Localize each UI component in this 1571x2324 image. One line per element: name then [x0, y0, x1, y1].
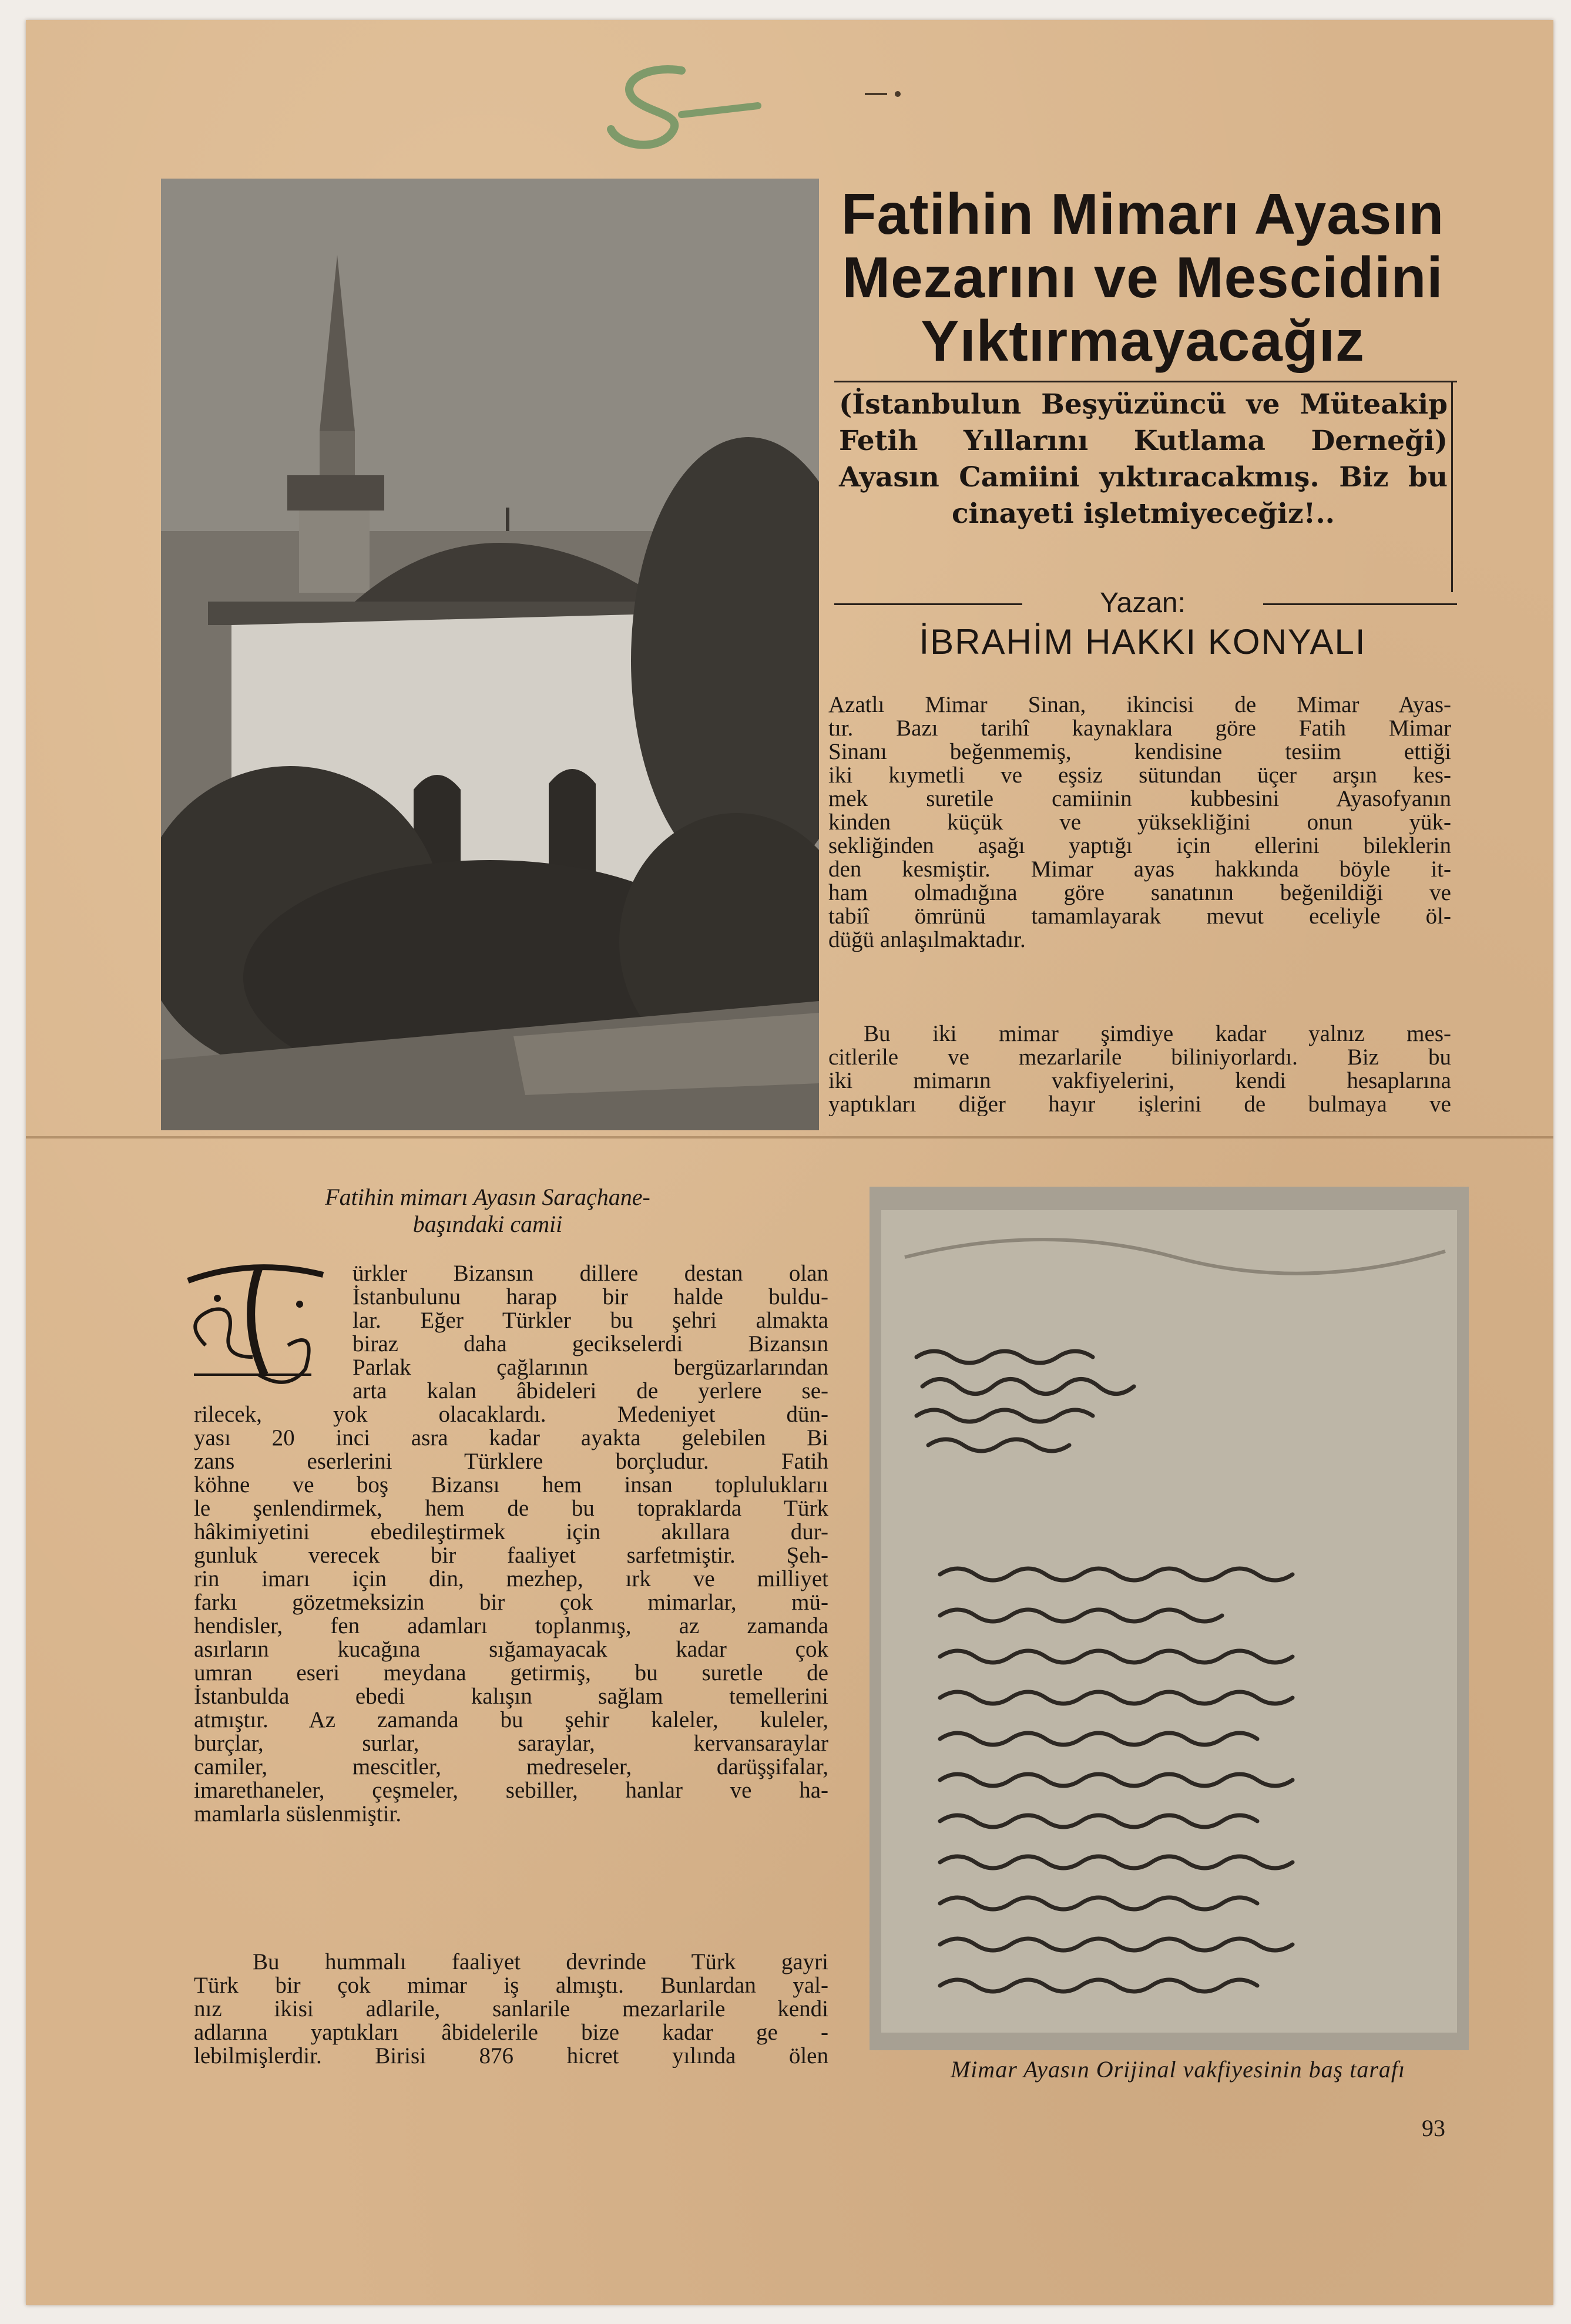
article-left-paragraph-2	[194, 1950, 828, 2068]
author-name: İBRAHİM HAKKI KONYALI	[919, 622, 1367, 661]
text-line: kinden küçük ve yüksekliğini onun yük-	[828, 810, 1451, 835]
text-line: adlarına yaptıkları âbidelerile bize kadar ge -	[194, 2020, 828, 2045]
text-line: camiler, mescitler, medreseler, darüşşifalar,	[194, 1754, 828, 1779]
text-line: iki kıymetli ve eşsiz sütundan üçer arşın kes-	[828, 763, 1451, 788]
text-line: arta kalan âbideleri de yerlere se-	[353, 1378, 828, 1403]
text-line: biraz daha gecikselerdi Bizansın	[353, 1331, 828, 1356]
subhead: (İstanbulun Beşyüzüncü ve Müteakip Fetih Yıllarını Kutlama Derneği) Ayasın Camiini yıktıracakmış. Biz bu cinayeti işletmiyeceğiz!..	[839, 388, 1448, 530]
headline	[823, 182, 1463, 372]
ornamental-dropcap-t	[170, 1257, 335, 1398]
article-left-paragraph-1	[194, 1403, 828, 1826]
text-line: nız ikisi adlarile, sanlarile mezarlarile kendi	[194, 1996, 828, 2021]
text-line: yaptıkları diğer hayır işlerini de bulmaya ve	[828, 1092, 1451, 1116]
text-line: düğü anlaşılmaktadır.	[828, 927, 1026, 952]
text-line: atmıştır. Az zamanda bu şehir kaleler, kuleler,	[194, 1707, 828, 1732]
text-line: zans eserlerini Türklere borçludur. Fatih	[194, 1449, 828, 1474]
byline-label: Yazan:	[1100, 587, 1186, 619]
text-line: rin imarı için din, mezhep, ırk ve milliyet	[194, 1566, 828, 1591]
text-line: citlerile ve mezarlarile biliniyorlardı. Biz bu	[828, 1045, 1451, 1070]
text-line: ürkler Bizansın dillere destan olan	[353, 1262, 828, 1286]
text-line: mek suretile camiinin kubbesini Ayasofyanın	[828, 786, 1451, 811]
text-line: Azatlı Mimar Sinan, ikincisi de Mimar Ayas-	[828, 693, 1451, 717]
text-line: mamlarla süslenmiştir.	[194, 1801, 402, 1826]
text-line: hâkimiyetini ebedileştirmek için akıllara dur-	[194, 1519, 828, 1544]
headline-line-1: Fatihin Mimarı Ayasın	[841, 182, 1445, 246]
text-line: umran eseri meydana getirmiş, bu suretle de	[194, 1660, 828, 1685]
photo-caption-line-2: başındaki camii	[412, 1211, 563, 1237]
text-line: farkı gözetmeksizin bir çok mimarlar, mü-	[194, 1590, 828, 1615]
text-line: imarethaneler, çeşmeler, sebiller, hanlar ve ha-	[194, 1778, 828, 1803]
article-right-paragraph-1	[828, 693, 1451, 952]
page-number: 93	[1422, 2115, 1445, 2141]
article-left-dropcap-lines	[353, 1262, 828, 1403]
ink-dash-mark	[864, 87, 905, 101]
text-line: Türk bir çok mimar iş almıştı. Bunlardan yal-	[194, 1973, 828, 1998]
text-line: Sinanı beğenmemiş, kendisine tesiim ettiği	[828, 739, 1451, 764]
headline-line-2: Mezarını ve Mescidini	[842, 245, 1444, 310]
text-line: Parlak çağlarının bergüzarlarından	[353, 1355, 828, 1380]
text-line: yası 20 inci asra kadar ayakta gelebilen Bi	[194, 1425, 828, 1450]
text-line: ham olmadığına göre sanatının beğenildiği ve	[828, 880, 1451, 905]
text-line: İstanbulunu harap bir halde buldu-	[353, 1284, 828, 1309]
text-line: Bu hummalı faaliyet devrinde Türk gayri	[253, 1950, 828, 1974]
subhead-box-right	[1451, 381, 1453, 592]
photo-caption-line-1: Fatihin mimarı Ayasın Saraçhane-	[325, 1184, 650, 1210]
text-line: İstanbulda ebedi kalışın sağlam temellerini	[194, 1684, 828, 1709]
manuscript-caption: Mimar Ayasın Orijinal vakfiyesinin baş tarafı	[950, 2056, 1406, 2083]
text-line: tabiî ömrünü tamamlayarak mevut eceliyle öl-	[828, 904, 1451, 929]
manuscript-photo	[870, 1187, 1469, 2050]
text-line: le şenlendirmek, hem de bu topraklarda Türk	[194, 1496, 828, 1521]
text-line: den kesmiştir. Mimar ayas hakkında böyle it-	[828, 857, 1451, 882]
text-line: burçlar, surlar, saraylar, kervansaraylar	[194, 1731, 828, 1756]
text-line: gunluk verecek bir faaliyet sarfetmiştir. Şeh-	[194, 1543, 828, 1568]
text-line: köhne ve boş Bizansı hem insan topluluklarıı	[194, 1472, 828, 1497]
text-line: sekliğinden aşağı yaptığı için ellerini bileklerin	[828, 833, 1451, 858]
text-line: hendisler, fen adamları toplanmış, az zamanda	[194, 1613, 828, 1638]
mosque-photo	[161, 179, 819, 1130]
photo-caption	[194, 1184, 781, 1238]
text-line: lebilmişlerdir. Birisi 876 hicret yılında ölen	[194, 2043, 828, 2068]
fold-crease	[26, 1136, 1553, 1139]
text-line: rilecek, yok olacaklardı. Medeniyet dün-	[194, 1403, 828, 1427]
text-line: asırların kucağına sığamayacak kadar çok	[194, 1637, 828, 1662]
headline-line-3: Yıktırmayacağız	[921, 308, 1365, 373]
text-line: lar. Eğer Türkler bu şehri almakta	[353, 1308, 828, 1333]
text-line: tır. Bazı tarihî kaynaklara göre Fatih Mimar	[828, 716, 1451, 741]
handwritten-annotation	[593, 59, 770, 153]
text-line: Bu iki mimar şimdiye kadar yalnız mes-	[864, 1022, 1451, 1046]
article-right-paragraph-2	[828, 1022, 1451, 1116]
headline-rule	[834, 381, 1457, 382]
text-line: iki mimarın vakfiyelerini, kendi hesaplarına	[828, 1068, 1451, 1093]
